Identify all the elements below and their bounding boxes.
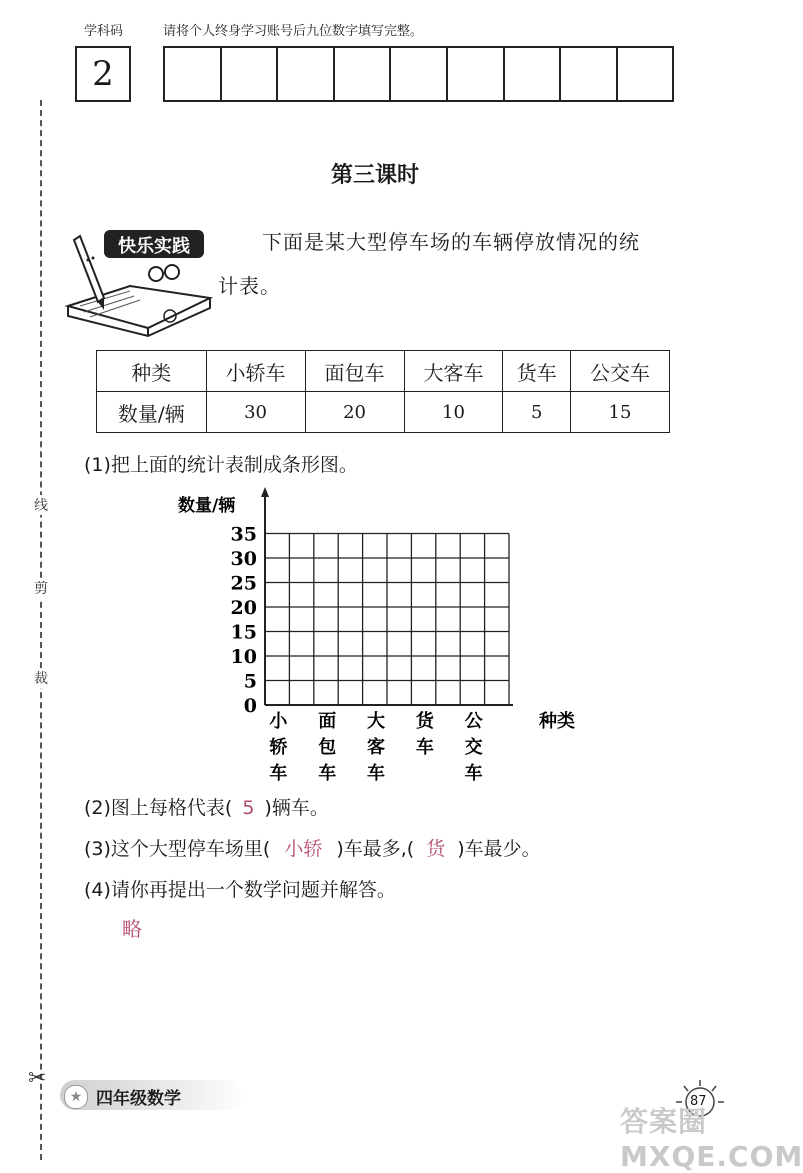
account-digit-boxes — [163, 46, 672, 102]
answer-omitted[interactable]: 略 — [122, 917, 142, 941]
question-3 — [84, 834, 541, 861]
table-cell: 5 — [503, 392, 571, 433]
table-cell: 30 — [206, 392, 305, 433]
answer-least-vehicle[interactable]: 货 — [426, 838, 446, 860]
x-category-label: 车 — [318, 763, 337, 784]
digit-box[interactable] — [389, 46, 448, 102]
table-cell: 种类 — [97, 351, 207, 392]
cut-char-jian: 剪 — [32, 578, 50, 598]
question-2 — [84, 793, 329, 820]
subject-code-label: 学科码 — [84, 24, 124, 39]
table-cell: 20 — [305, 392, 404, 433]
question-2-suffix: )辆车。 — [264, 797, 329, 819]
y-axis-arrow-icon — [261, 487, 269, 497]
x-category-label: 车 — [269, 763, 288, 784]
digit-box[interactable] — [616, 46, 675, 102]
y-tick-label: 15 — [230, 621, 257, 644]
digit-box[interactable] — [276, 46, 335, 102]
y-axis-label: 数量/辆 — [178, 496, 236, 516]
x-category-label: 交 — [464, 737, 483, 758]
x-category-label: 客 — [367, 737, 386, 758]
x-category-label: 货 — [415, 711, 434, 732]
table-cell: 10 — [404, 392, 503, 433]
y-tick-label: 20 — [230, 597, 257, 619]
question-4: (4)请你再提出一个数学问题并解答。 — [84, 879, 396, 901]
x-axis-label: 种类 — [539, 711, 575, 732]
page-number: 87 — [690, 1094, 707, 1109]
table-cell: 小轿车 — [206, 351, 305, 392]
digit-box[interactable] — [559, 46, 618, 102]
x-category-label: 面 — [318, 711, 337, 732]
happy-practice-badge: 快乐实践 — [118, 236, 190, 257]
account-instruction: 请将个人终身学习账号后九位数字填写完整。 — [163, 24, 424, 39]
table-row — [97, 351, 670, 392]
table-cell: 面包车 — [305, 351, 404, 392]
table-cell: 货车 — [503, 351, 571, 392]
table-cell: 公交车 — [571, 351, 670, 392]
scissors-icon: ✂ — [28, 1066, 47, 1091]
question-3-suffix: )车最少。 — [457, 838, 541, 860]
y-tick-label: 0 — [243, 695, 257, 717]
book-title: 四年级数学 — [96, 1089, 181, 1109]
table-cell: 大客车 — [404, 351, 503, 392]
answer-each-cell[interactable]: 5 — [242, 797, 255, 819]
digit-box[interactable] — [220, 46, 279, 102]
x-category-label: 包 — [318, 737, 337, 758]
x-category-label: 大 — [367, 711, 386, 732]
digit-box[interactable] — [446, 46, 505, 102]
x-category-label: 车 — [367, 763, 386, 784]
digit-box[interactable] — [333, 46, 392, 102]
subject-code-box — [75, 46, 131, 102]
question-3-prefix: (3)这个大型停车场里( — [84, 838, 271, 860]
lesson-title: 第三课时 — [330, 163, 419, 188]
question-1: (1)把上面的统计表制成条形图。 — [84, 454, 358, 476]
bar-chart-grid — [170, 485, 600, 785]
y-tick-label: 5 — [243, 670, 257, 693]
parking-stats-table — [96, 350, 670, 433]
subject-code-value: 2 — [92, 54, 114, 94]
star-icon: ★ — [64, 1085, 88, 1109]
y-tick-label: 25 — [230, 572, 257, 595]
y-tick-label: 30 — [230, 548, 257, 570]
digit-box[interactable] — [503, 46, 562, 102]
x-category-label: 公 — [464, 711, 483, 732]
digit-box[interactable] — [163, 46, 222, 102]
watermark: 答案圈 MXQE.COM — [620, 1105, 803, 1173]
x-category-label: 车 — [415, 737, 434, 758]
table-cell: 15 — [571, 392, 670, 433]
y-tick-label: 10 — [230, 646, 257, 668]
table-row — [97, 392, 670, 433]
answer-most-vehicle[interactable]: 小轿 — [284, 838, 323, 860]
question-3-middle: )车最多,( — [336, 838, 415, 860]
cut-char-cai: 裁 — [32, 668, 50, 688]
intro-line-2: 计表。 — [218, 274, 281, 298]
x-category-label: 小 — [269, 711, 288, 732]
table-cell: 数量/辆 — [97, 392, 207, 433]
question-2-prefix: (2)图上每格代表( — [84, 797, 233, 819]
cut-char-xian: 线 — [32, 495, 50, 515]
x-category-label: 车 — [464, 763, 483, 784]
y-tick-label: 35 — [230, 523, 257, 546]
cut-line — [40, 100, 42, 1160]
x-category-label: 轿 — [269, 737, 288, 758]
intro-line-1: 下面是某大型停车场的车辆停放情况的统 — [262, 230, 640, 254]
